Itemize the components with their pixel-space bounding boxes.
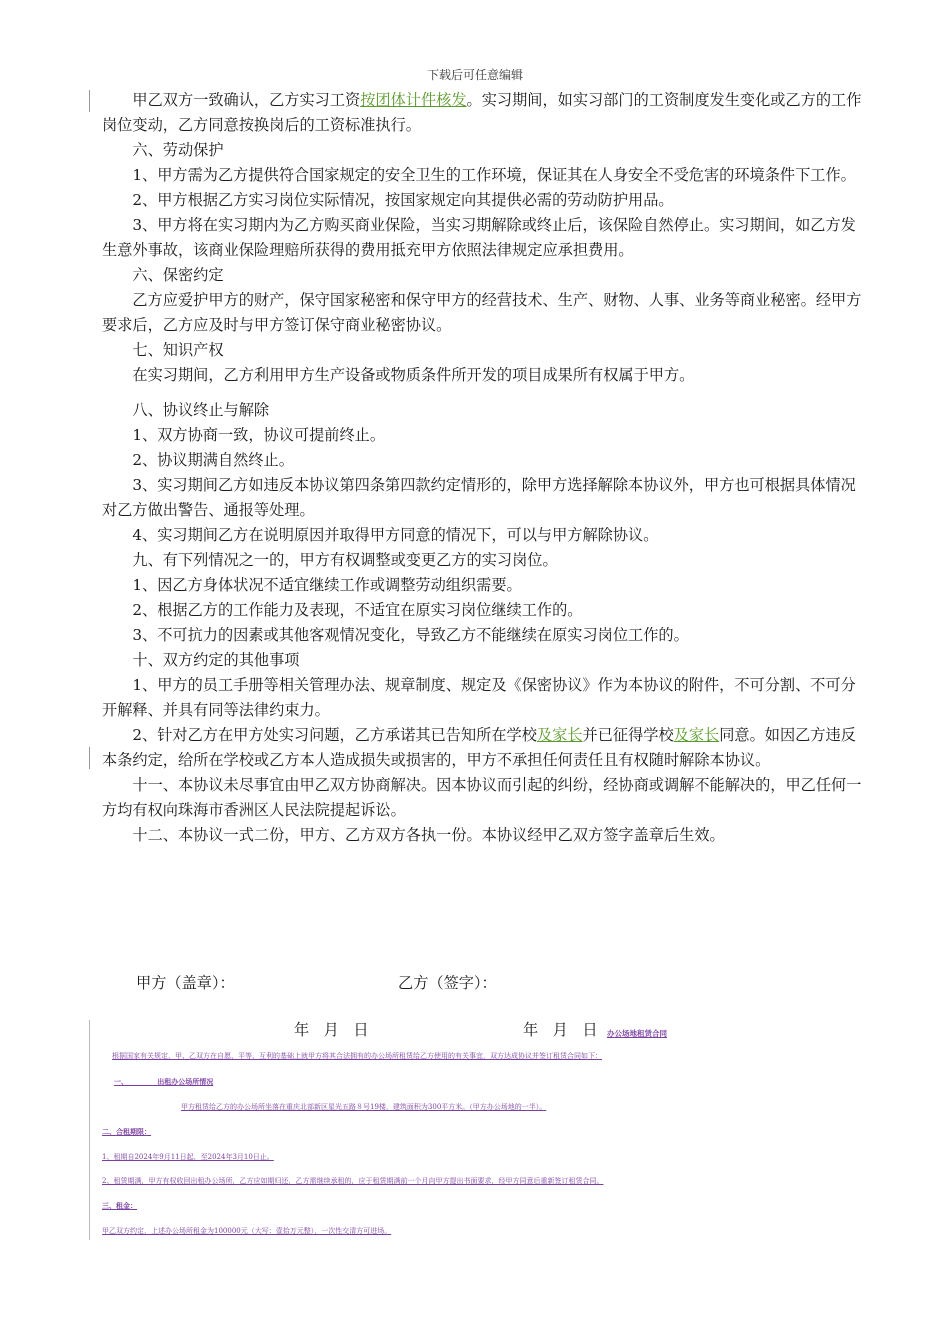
paragraph: 3、实习期间乙方如违反本协议第四条第四款约定情形的，除甲方选择解除本协议外，甲方也可根据具体情况对乙方做出警告、通报等处理。: [102, 476, 856, 519]
tracked-change-link[interactable]: 及家长: [536, 726, 583, 744]
paragraph: 3、甲方将在实习期内为乙方购买商业保险，当实习期解除或终止后，该保险自然停止。实习期间，如乙方发生意外事故，该商业保险理赔所获得的费用抵充甲方依照法律规定应承担费用。: [102, 216, 856, 259]
party-a-signature: 甲方（盖章）：: [136, 974, 235, 992]
page-header: 下载后可任意编辑: [426, 68, 523, 82]
section-heading: 六、保密约定: [132, 266, 224, 284]
paragraph: 乙方应爱护甲方的财产，保守国家秘密和保守甲方的经营技术、生产、财物、人事、业务等商业秘密。经甲方要求后，乙方应及时与甲方签订保守商业秘密协议。: [102, 291, 862, 334]
paragraph: 1、甲方需为乙方提供符合国家规定的安全卫生的工作环境，保证其在人身安全不受危害的环境条件下工作。: [132, 166, 856, 184]
paragraph: 2、针对乙方在甲方处实习问题，乙方承诺其已告知所在学校及家长并已征得学校及家长同意。如因乙方违反本条约定，给所在学校或乙方本人造成损失或损害的，甲方不承担任何责任且有权随时解除本协议。: [102, 726, 856, 769]
paragraph: 十二、本协议一式二份，甲方、乙方双方各执一份。本协议经甲乙双方签字盖章后生效。: [132, 826, 725, 844]
paragraph: 4、实习期间乙方在说明原因并取得甲方同意的情况下，可以与甲方解除协议。: [132, 526, 659, 544]
paragraph: 3、不可抗力的因素或其他客观情况变化，导致乙方不能继续在原实习岗位工作的。: [132, 626, 689, 644]
paragraph: 1、甲方的员工手册等相关管理办法、规章制度、规定及《保密协议》作为本协议的附件，不可分割、不可分开解释、并具有同等法律约束力。: [102, 676, 856, 719]
paragraph: 1、因乙方身体状况不适宜继续工作或调整劳动组织需要。: [132, 576, 522, 594]
paragraph: 2、甲方根据乙方实习岗位实际情况，按国家规定向其提供必需的劳动防护用品。: [132, 191, 674, 209]
lease-section-heading: 一、 出租办公场所情况: [114, 1077, 214, 1086]
section-heading: 六、劳动保护: [132, 141, 224, 159]
paragraph: 在实习期间，乙方利用甲方生产设备或物质条件所开发的项目成果所有权属于甲方。: [132, 366, 695, 384]
lease-paragraph: 1、租期自2024年9月11日起，至2024年3月10日止。: [102, 1153, 274, 1161]
revision-bar: [89, 747, 90, 769]
party-b-signature: 乙方（签字）：: [398, 974, 497, 992]
revision-bar: [89, 1020, 90, 1240]
paragraph: 2、根据乙方的工作能力及表现，不适宜在原实习岗位继续工作的。: [132, 601, 583, 619]
lease-section-heading: 二、合租期限：: [102, 1127, 151, 1136]
section-heading: 七、知识产权: [132, 341, 224, 359]
party-a-date: 年 月 日: [294, 1021, 369, 1039]
lease-intro: 根据国家有关规定，甲、乙双方在自愿、平等、互利的基础上就甲方将其合法拥有的办公场所租赁给乙方使用的有关事宜，双方达成协议并签订租赁合同如下：: [112, 1052, 602, 1060]
lease-paragraph: 2、租赁期满，甲方有权收回出租办公场所，乙方应如期归还，乙方需继续承租的，应于租赁期满前一个月向甲方提出书面要求，经甲方同意后重新签订租赁合同。: [102, 1177, 604, 1185]
lease-title: 办公场地租赁合同: [607, 1029, 667, 1038]
paragraph: 1、双方协商一致，协议可提前终止。: [132, 426, 386, 444]
section-heading: 十、双方约定的其他事项: [132, 651, 300, 669]
paragraph: 九、有下列情况之一的，甲方有权调整或变更乙方的实习岗位。: [132, 551, 558, 569]
tracked-change-link[interactable]: 及家长: [673, 726, 720, 744]
party-b-date: 年 月 日: [523, 1021, 598, 1039]
lease-section-heading: 三、租金：: [102, 1201, 137, 1210]
paragraph: 甲乙双方一致确认，乙方实习工资按团体计件核发。实习期间，如实习部门的工资制度发生变化或乙方的工作岗位变动，乙方同意按换岗后的工资标准执行。: [102, 91, 862, 134]
revision-bar: [89, 90, 90, 112]
paragraph: 2、协议期满自然终止。: [132, 451, 294, 469]
paragraph: 十一、本协议未尽事宜由甲乙双方协商解决。因本协议而引起的纠纷，经协商或调解不能解决的，甲乙任何一方均有权向珠海市香洲区人民法院提起诉讼。: [102, 776, 862, 819]
agreement-body: [102, 88, 862, 848]
lease-paragraph: 甲乙双方约定，上述办公场所租金为100000元（大写：壹拾万元整），一次性交清方可进场。: [102, 1227, 392, 1235]
tracked-change-link[interactable]: 按团体计件核发: [360, 91, 467, 109]
lease-paragraph: 甲方租赁给乙方的办公场所坐落在重庆北部新区星光五路８号19楼，建筑面积为300平方米。（甲方办公场地的一半）。: [181, 1103, 547, 1111]
section-heading: 八、协议终止与解除: [132, 401, 270, 419]
